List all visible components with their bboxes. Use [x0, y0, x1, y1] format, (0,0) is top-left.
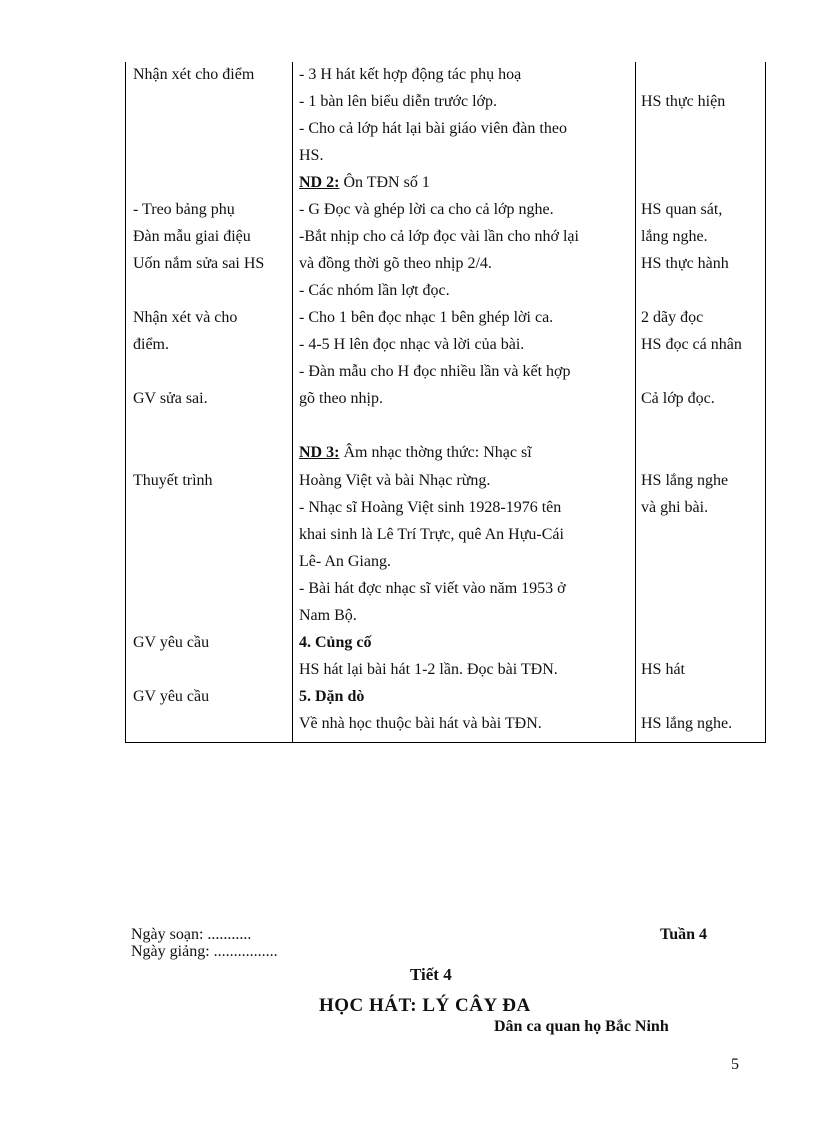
ngay-giang: Ngày giảng: ................ [131, 943, 278, 960]
content-line: - 1 bàn lên biểu diễn trước lớp. [299, 93, 497, 110]
content-line: HS. [299, 147, 324, 164]
student-activity-line: HS thực hành [641, 255, 729, 272]
student-activity-line: 2 dãy đọc [641, 309, 704, 326]
content-line: - 3 H hát kết hợp động tác phụ hoạ [299, 66, 522, 83]
student-activity-line: và ghi bài. [641, 499, 709, 516]
content-line: - Nhạc sĩ Hoàng Việt sinh 1928-1976 tên [299, 499, 562, 516]
content-line: Về nhà học thuộc bài hát và bài TĐN. [299, 715, 542, 732]
content-line: HS hát lại bài hát 1-2 lần. Đọc bài TĐN. [299, 661, 558, 678]
content-line: - Cho 1 bên đọc nhạc 1 bên ghép lời ca. [299, 309, 554, 326]
student-activity-line: HS đọc cá nhân [641, 336, 742, 353]
student-activity-line: HS lắng nghe [641, 472, 729, 489]
content-line: - Đàn mẫu cho H đọc nhiều lần và kết hợp [299, 363, 571, 380]
teacher-activity-line: Nhận xét cho điểm [133, 66, 255, 83]
teacher-activity-line: điểm. [133, 336, 169, 353]
teacher-activity-line: GV sửa sai. [133, 390, 208, 407]
student-activity-line: lắng nghe. [641, 228, 708, 245]
teacher-activity-line: GV yêu cầu [133, 634, 210, 651]
content-line: -Bắt nhịp cho cả lớp đọc vài lần cho nhớ lại [299, 228, 579, 245]
column-divider-2 [635, 62, 636, 742]
student-activity-line: HS thực hiện [641, 93, 726, 110]
student-activity-line: HS quan sát, [641, 201, 723, 218]
content-line: - 4-5 H lên đọc nhạc và lời của bài. [299, 336, 525, 353]
page-number: 5 [731, 1056, 739, 1073]
ngay-soan: Ngày soạn: ........... [131, 926, 252, 943]
column-divider-1 [292, 62, 293, 742]
student-activity-line: HS lắng nghe. [641, 715, 733, 732]
lesson-title: HỌC HÁT: LÝ CÂY ĐA [319, 995, 531, 1016]
teacher-activity-line: Đàn mẫu giai điệu [133, 228, 251, 245]
content-line: Hoàng Việt và bài Nhạc rừng. [299, 472, 491, 489]
teacher-activity-line: Thuyết trình [133, 472, 213, 489]
section-cung-co: 4. Củng cố [299, 634, 372, 651]
student-activity-line: Cả lớp đọc. [641, 390, 715, 407]
lesson-subtitle: Dân ca quan họ Bắc Ninh [494, 1018, 669, 1035]
content-line: - Các nhóm lần lợt đọc. [299, 282, 450, 299]
content-line: - G Đọc và ghép lời ca cho cả lớp nghe. [299, 201, 554, 218]
tuan-label: Tuần 4 [660, 926, 707, 943]
content-line: - Cho cả lớp hát lại bài giáo viên đàn theo [299, 120, 567, 137]
teacher-activity-line: Nhận xét và cho [133, 309, 238, 326]
section-dan-do: 5. Dặn dò [299, 688, 365, 705]
nd3-label: ND 3: [299, 444, 340, 461]
content-line: và đồng thời gõ theo nhịp 2/4. [299, 255, 492, 272]
teacher-activity-line: GV yêu cầu [133, 688, 210, 705]
nd2-heading [299, 173, 430, 193]
content-line: gõ theo nhịp. [299, 390, 383, 407]
nd3-heading [299, 443, 532, 463]
content-line: Lê- An Giang. [299, 553, 391, 570]
tiet-label: Tiết 4 [410, 965, 452, 984]
lesson-table [125, 62, 766, 743]
student-activity-line: HS hát [641, 661, 685, 678]
teacher-activity-line: Uốn nắm sửa sai HS [133, 255, 265, 272]
content-line: Nam Bộ. [299, 607, 357, 624]
content-line: - Bài hát đợc nhạc sĩ viết vào năm 1953 ở [299, 580, 566, 597]
nd3-text: Âm nhạc thờng thức: Nhạc sĩ [339, 444, 532, 461]
teacher-activity-line: - Treo bảng phụ [133, 201, 235, 218]
content-line: khai sinh là Lê Trí Trực, quê An Hựu-Cái [299, 526, 564, 543]
nd2-text: Ôn TĐN số 1 [339, 174, 430, 191]
nd2-label: ND 2: [299, 174, 340, 191]
